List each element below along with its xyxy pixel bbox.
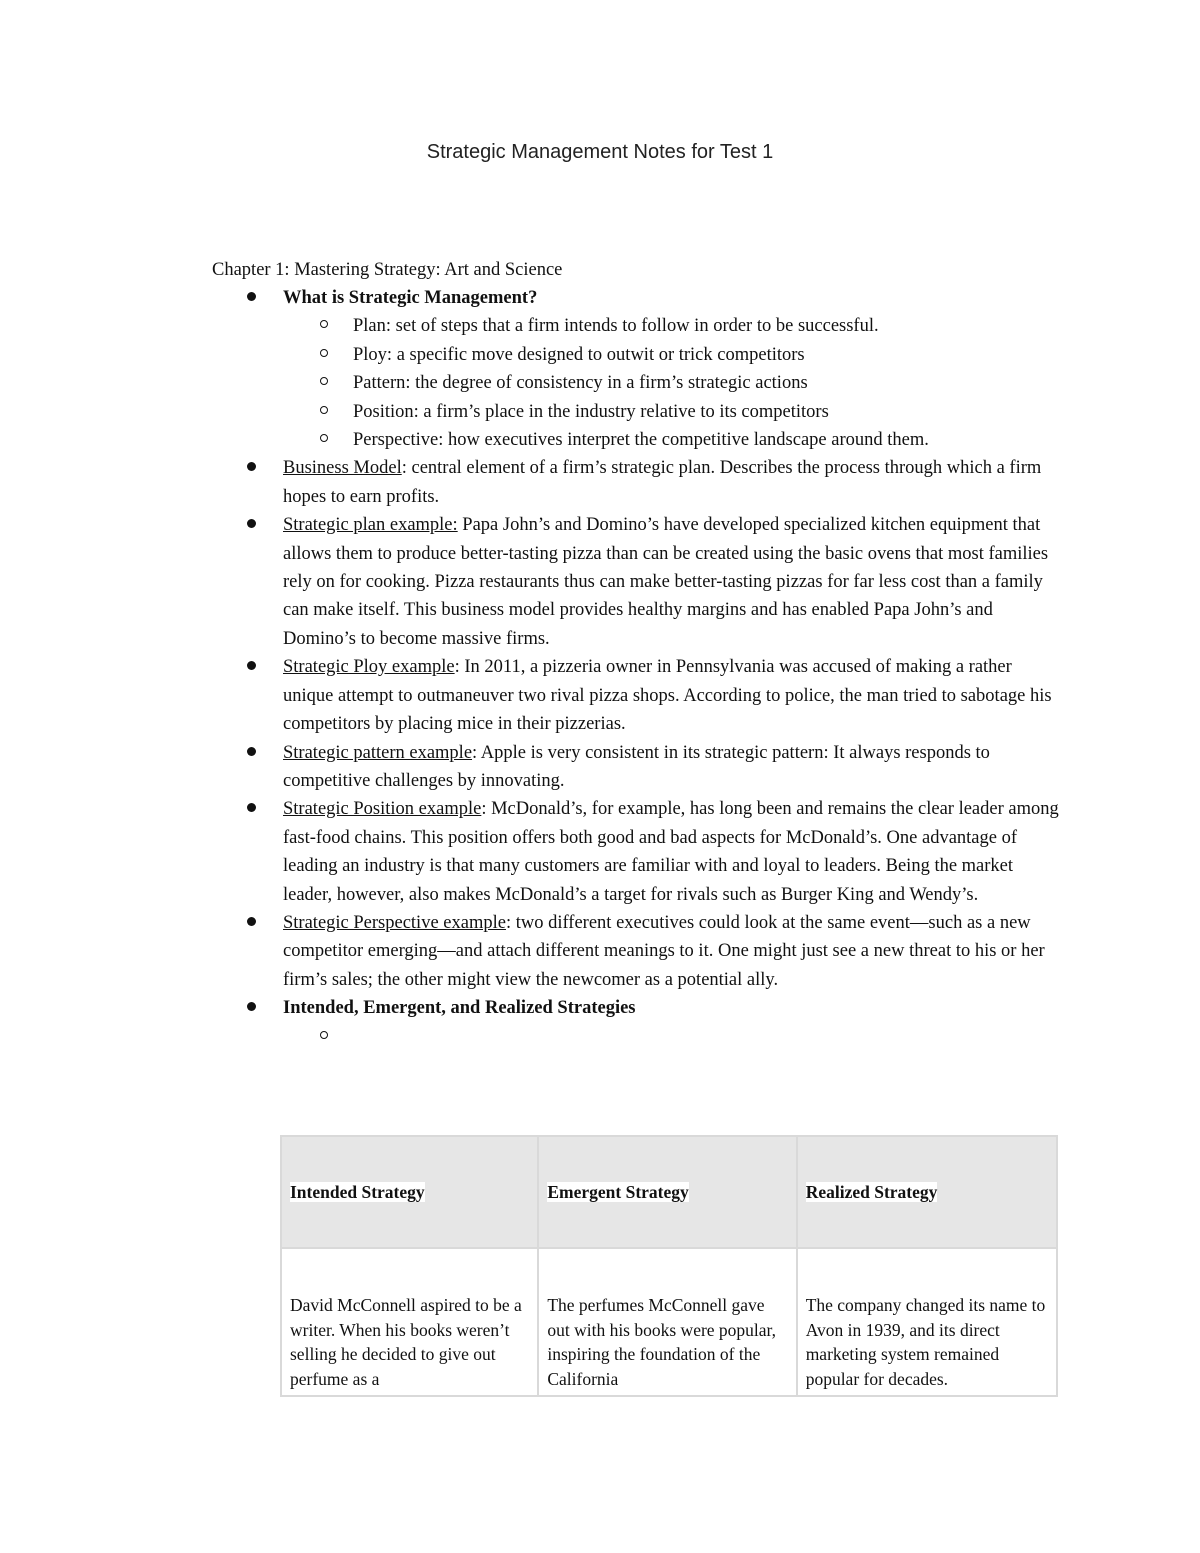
bullet-circle-icon [320, 434, 328, 442]
bullet-disc-icon [247, 917, 256, 926]
bullet-disc-icon [247, 661, 256, 670]
ploy-example-text: : In 2011, a pizzeria owner in Pennsylvania was accused of making a rather unique attempt to outmaneuver two rival pizza shops. According to police, the man tried to sabotage his competitors by placing mice in their pizzerias. [283, 657, 1052, 735]
position-example-text: : McDonald’s, for example, has long been and remains the clear leader among fast-food chains. This position offers both good and bad aspects for McDonald’s. One advantage of leading an industry is that many customers are familiar with and loyal to leaders. Being the market leader, however, also makes McDonald’s a target for rivals such as Burger King and Wendy’s. [283, 799, 1059, 905]
list-item-position-example [283, 795, 1062, 909]
what-is-heading: What is Strategic Management? [283, 288, 538, 308]
bullet-circle-icon [320, 406, 328, 414]
position-example-term: Strategic Position example [283, 799, 482, 820]
ploy-example-term: Strategic Ploy example [283, 657, 455, 678]
sub-item-position [353, 398, 1062, 426]
sub-item-text: Plan: set of steps that a firm intends to follow in order to be successful. [353, 316, 879, 337]
document-title: Strategic Management Notes for Test 1 [426, 141, 774, 163]
header-label: Intended Strategy [290, 1181, 425, 1202]
list-item-plan-example [283, 511, 1062, 653]
sub-item-pattern [353, 369, 1062, 397]
sub-item-text: Pattern: the degree of consistency in a firm’s strategic actions [353, 373, 808, 394]
perspective-example-text: : two different executives could look at the same event—such as a new competitor emerging—and attach different meanings to it. One might just see a new threat to his or her firm’s sales; the other might view the newcomer as a potential ally. [283, 912, 1045, 990]
sub-item-text: Ploy: a specific move designed to outwit or trick competitors [353, 344, 805, 365]
list-item-business-model [283, 454, 1062, 511]
sub-item-ploy [353, 341, 1062, 369]
pattern-example-term: Strategic pattern example [283, 742, 473, 763]
header-label: Realized Strategy [805, 1181, 938, 1202]
business-model-text: : central element of a firm’s strategic plan. Describes the process through which a firm hopes to earn profits. [283, 458, 1042, 507]
strategies-sublist [283, 1023, 1062, 1051]
bullet-disc-icon [247, 462, 256, 471]
header-label: Emergent Strategy [547, 1181, 689, 1202]
pattern-example-text: : Apple is very consistent in its strategic pattern: It always responds to competitive challenges by innovating. [283, 742, 990, 791]
sub-item-text: Perspective: how executives interpret the competitive landscape around them. [353, 430, 929, 451]
perspective-example-term: Strategic Perspective example [283, 912, 506, 933]
header-intended [281, 1136, 538, 1248]
header-realized [797, 1136, 1057, 1248]
plan-example-text: Papa John’s and Domino’s have developed specialized kitchen equipment that allows them to produce better-tasting pizza than can be created using the basic ovens that most families rely on for cooking. Pizza restaurants thus can make better-tasting pizzas for far less cost than a family can make itself. This business model provides healthy margins and has enabled Papa John’s and Domino’s to become massive firms. [283, 515, 1049, 649]
definition-sublist [283, 312, 1062, 454]
strategies-heading: Intended, Emergent, and Realized Strategies [283, 998, 636, 1019]
notes-body [212, 284, 1062, 1051]
business-model-term: Business Model [283, 458, 402, 479]
cell-intended: David McConnell aspired to be a writer. When his books weren’t selling he decided to give out perfume as a [281, 1248, 538, 1396]
bullet-circle-icon [320, 349, 328, 357]
sub-item-perspective [353, 426, 1062, 454]
table-header-row [281, 1136, 1057, 1248]
chapter-heading: Chapter 1: Mastering Strategy: Art and Science [212, 260, 563, 280]
empty-sub-item [353, 1023, 1062, 1051]
bullet-circle-icon [320, 377, 328, 385]
list-item-what-is [283, 284, 1062, 454]
bullet-disc-icon [247, 747, 256, 756]
list-item-perspective-example [283, 909, 1062, 994]
bullet-circle-icon [320, 320, 328, 328]
strategy-table [280, 1135, 1058, 1397]
main-bullet-list [212, 284, 1062, 1051]
bullet-circle-icon [320, 1031, 328, 1039]
cell-realized: The company changed its name to Avon in 1939, and its direct marketing system remained popular for decades. [797, 1248, 1057, 1396]
list-item-pattern-example [283, 739, 1062, 796]
table-row [281, 1248, 1057, 1396]
bullet-disc-icon [247, 519, 256, 528]
header-emergent [538, 1136, 796, 1248]
cell-emergent: The perfumes McConnell gave out with his books were popular, inspiring the foundation of the California [538, 1248, 796, 1396]
sub-item-text: Position: a firm’s place in the industry relative to its competitors [353, 401, 829, 422]
bullet-disc-icon [247, 292, 256, 301]
bullet-disc-icon [247, 803, 256, 812]
bullet-disc-icon [247, 1002, 256, 1011]
plan-example-term: Strategic plan example: [283, 515, 458, 536]
list-item-strategies [283, 994, 1062, 1051]
sub-item-plan [353, 312, 1062, 340]
list-item-ploy-example [283, 653, 1062, 738]
